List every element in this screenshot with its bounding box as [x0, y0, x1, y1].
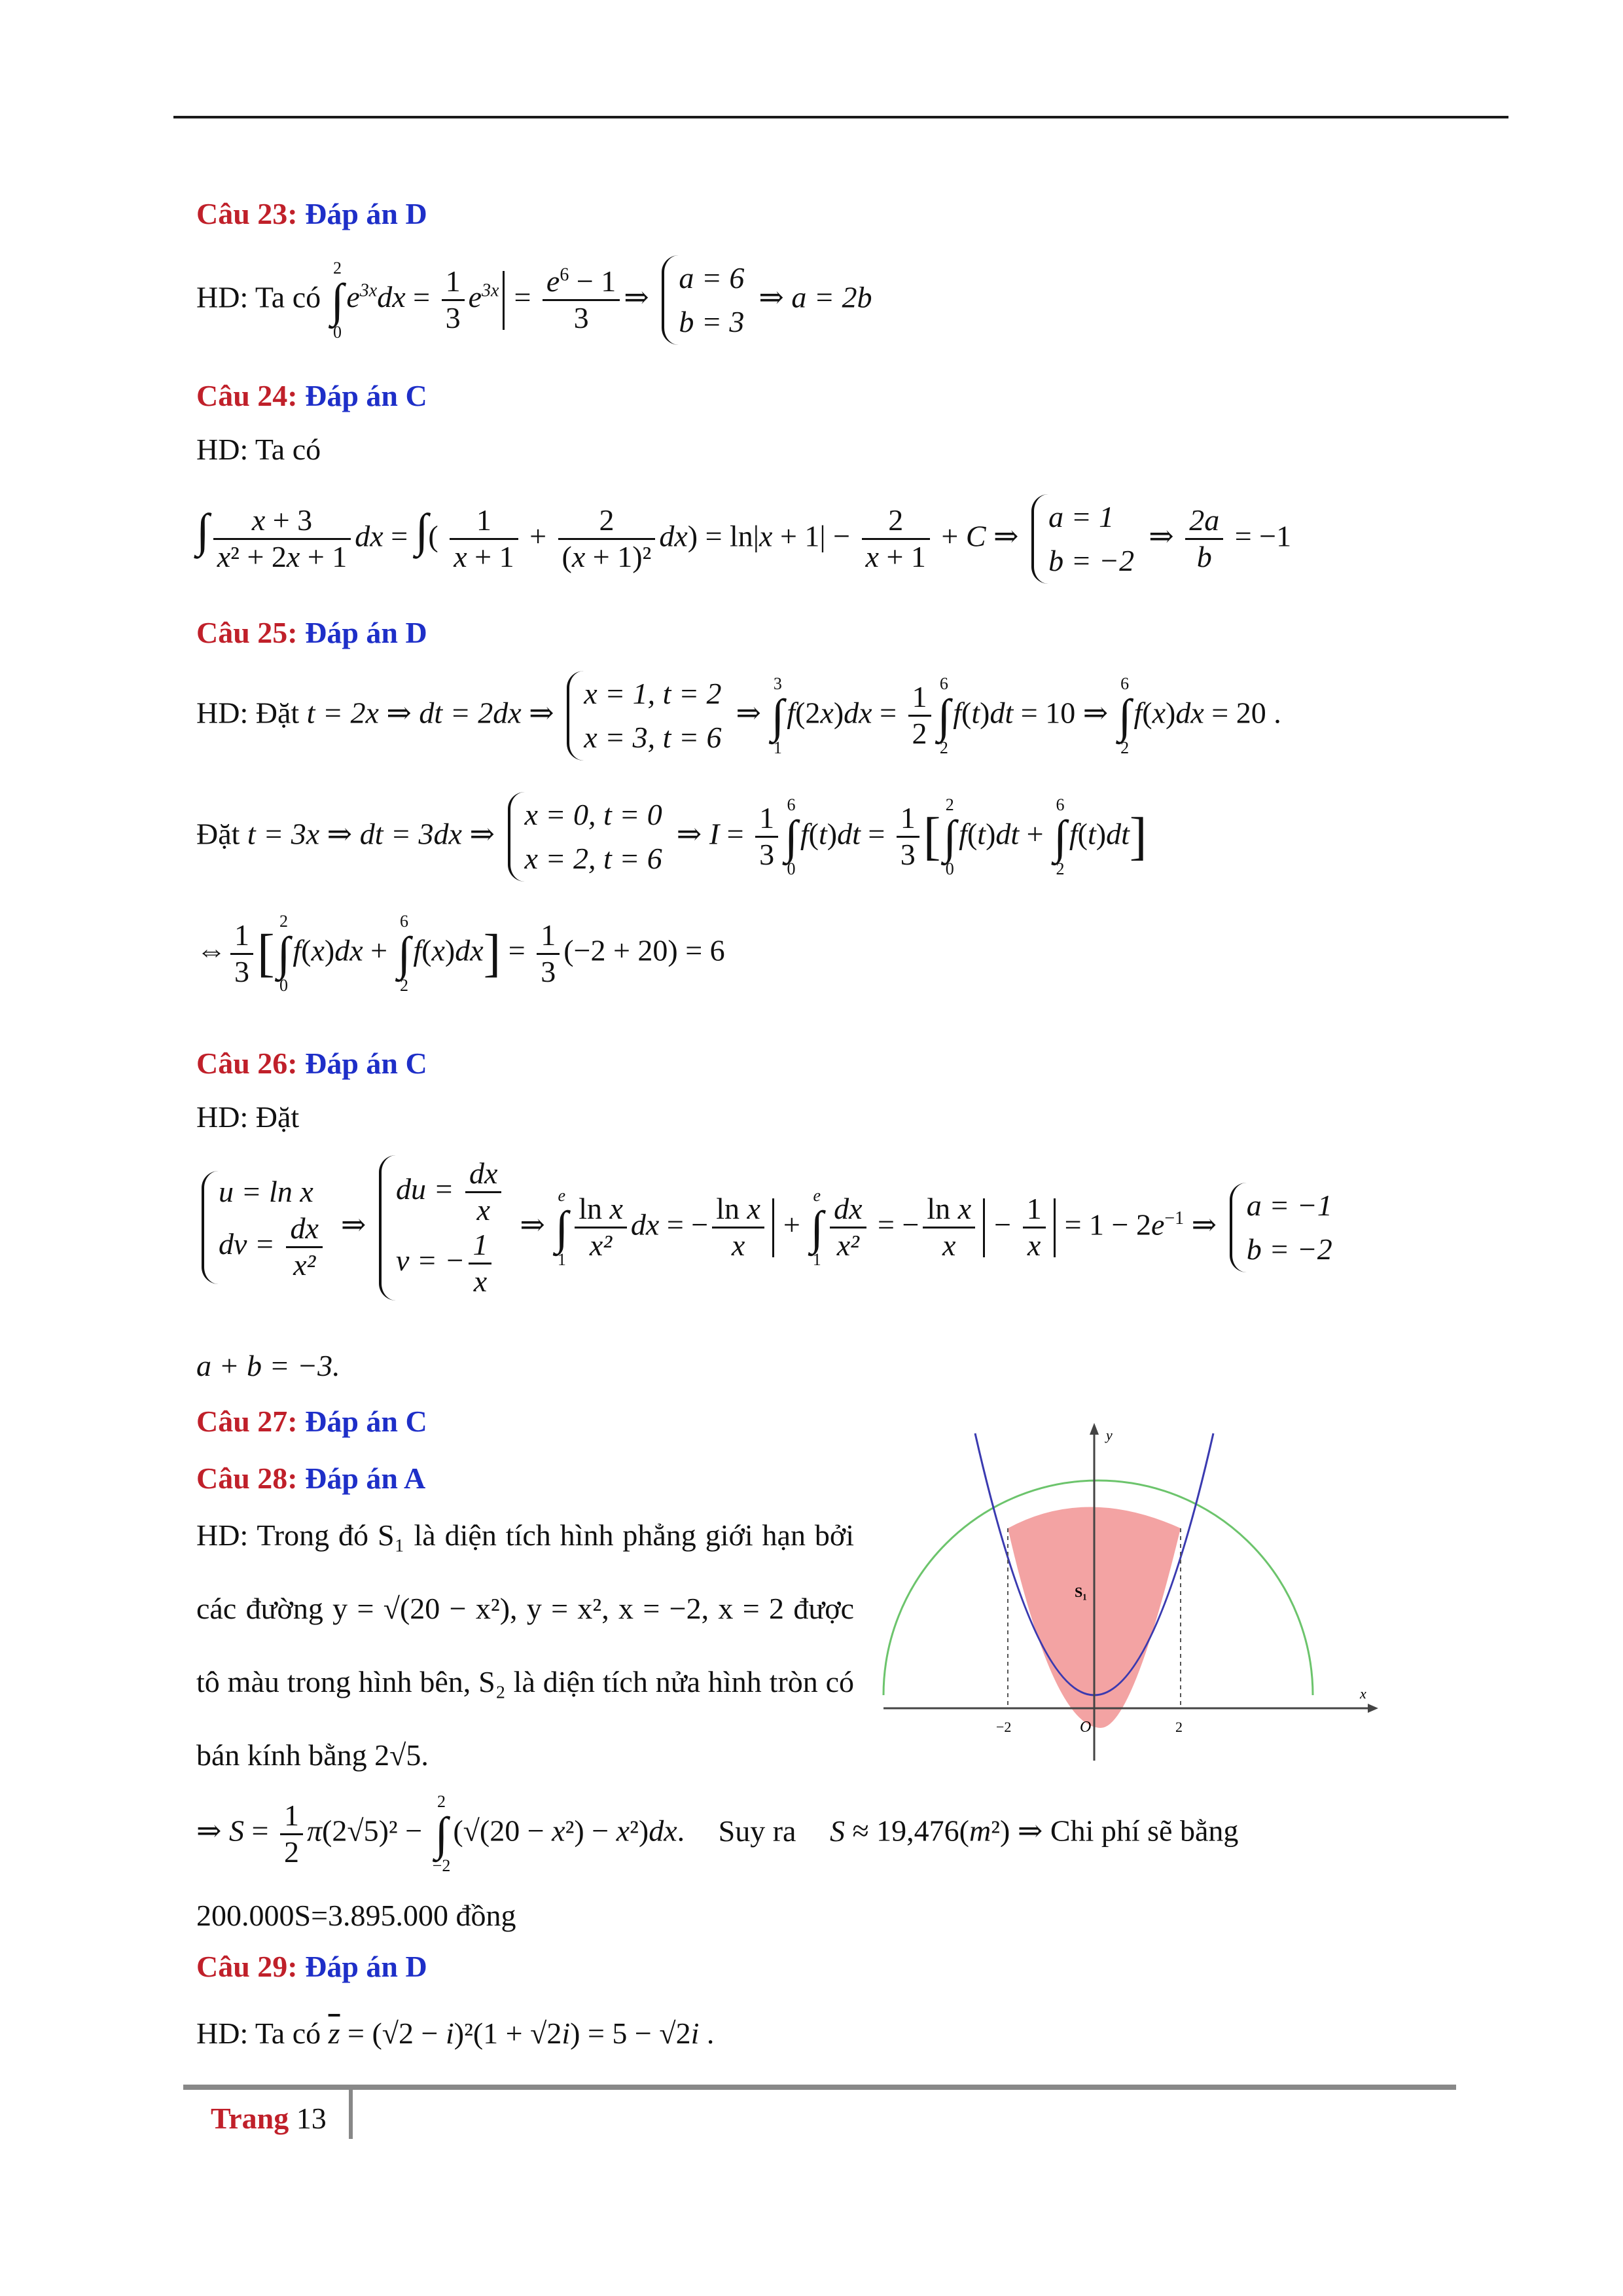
q24-heading: Câu 24: Đáp án C — [196, 379, 427, 412]
area-figure — [870, 1420, 1381, 1774]
tick-left-label: −2 — [996, 1719, 1012, 1735]
q28-heading: Câu 28: Đáp án A — [196, 1462, 426, 1495]
q25-step2: Đặt t = 3x ⇒ dt = 3dx ⇒ x = 0, t = 0 x = 2, t = 6 ⇒ I = $\frac{1}{3}$ 6 ∫ 0 f(t)dt = $\frac{1}{3}$ [ 2 ∫ 0 f(t)dt + 6 ∫ 2 f(t)dt] — [196, 792, 1147, 882]
q26-result: a + b = −3. — [196, 1349, 340, 1382]
q26-heading: Câu 26: Đáp án C — [196, 1047, 427, 1080]
q27-heading: Câu 27: Đáp án C — [196, 1405, 427, 1438]
q25-step3: ⇔ $\frac{1}{3}$ [ 2 ∫ 0 f(x)dx + 6 ∫ 2 f(x)dx] = $\frac{1}{3}$ (−2 + 20) = 6 — [196, 912, 725, 995]
page-number: Trang 13 — [211, 2102, 327, 2135]
q25-heading: Câu 25: Đáp án D — [196, 616, 427, 649]
q28-text: HD: Trong đó S₁ là diện tích hình phẳng giới hạn bởi các đường y = √(20 − x²), y = x², x = −2, x = 2 được tô màu trong hình bên, S₂ là diện tích nửa hình tròn có bán kính bằng 2√5. — [196, 1518, 854, 1772]
x-axis-label: x — [1360, 1685, 1366, 1702]
q28-cost: 200.000S=3.895.000 đồng — [196, 1899, 516, 1932]
q24-hd: HD: Ta có — [196, 433, 321, 466]
region-label: S₁ — [1075, 1584, 1087, 1600]
q29-heading: Câu 29: Đáp án D — [196, 1950, 427, 1983]
q25-step1: HD: Đặt t = 2x ⇒ dt = 2dx ⇒ x = 1, t = 2 x = 3, t = 6 ⇒ 3 ∫ 1 f(2x)dx = $\frac{1}{2}$ 6 ∫ 2 f(t)dt = 10 ⇒ 6 ∫ 2 f(x)dx = 20 . — [196, 671, 1281, 761]
q24-solution: ∫ $\frac{x + 3}{\text{x² + 2x + 1}}$ dx = ∫( $\frac{1}{x + 1}$ + $\frac{2}{\text{(x + 1)²}}$ dx) = ln|x + 1| − $\frac{2}{x + 1}$ + C ⇒ a = 1 b = −2 ⇒ $\frac{2a}{b}$ = −1 — [196, 494, 1291, 584]
tick-right-label: 2 — [1175, 1719, 1183, 1735]
q29-solution: HD: Ta có $\overline{z} = (√2 - i)^2(1 + √2i) = 5 - √2i$ . — [196, 2017, 715, 2050]
footer-rule — [183, 2085, 1456, 2090]
q26-solution: u = ln x dv = $\frac{dx}{\text{x²}}$ ⇒ du = $\frac{dx}{x}$ v = − $\frac{1}{x}$ ⇒ e ∫ 1 $\frac{\text{ln x}}{\text{x²}}$ dx = − $\frac{\text{ln x}}{x}$ + e ∫ 1 $\frac{dx}{\text{x²}}$ = − $\frac{\text{ln x}}{x}$ − $\frac{1}{x}$ = $1 - 2e^{-1}$ ⇒ a = −1 b = −2 — [196, 1155, 1347, 1300]
top-rule — [173, 116, 1508, 118]
footer-divider — [349, 2090, 353, 2139]
q28-formula: ⇒ S = $\frac{1}{2}$ π(2√5)² − 2 ∫ −2 (√(20 − x²) − x²)dx. Suy ra S ≈ 19,476(m²) ⇒ Chi phí sẽ bằng — [196, 1792, 1239, 1875]
q26-hd: HD: Đặt — [196, 1100, 300, 1134]
y-axis-label: y — [1106, 1427, 1113, 1443]
origin-label: O — [1080, 1719, 1092, 1736]
q23-solution: HD: Ta có 2 ∫ 0 $e^{3x}dx$ = $\frac{1}{3}$ $e^{3x}$ = $\frac{e^6 - 1}{3}$ ⇒ a = 6 b = 3 ⇒ a = 2b — [196, 255, 872, 345]
q23-heading: Câu 23: Đáp án D — [196, 197, 427, 230]
